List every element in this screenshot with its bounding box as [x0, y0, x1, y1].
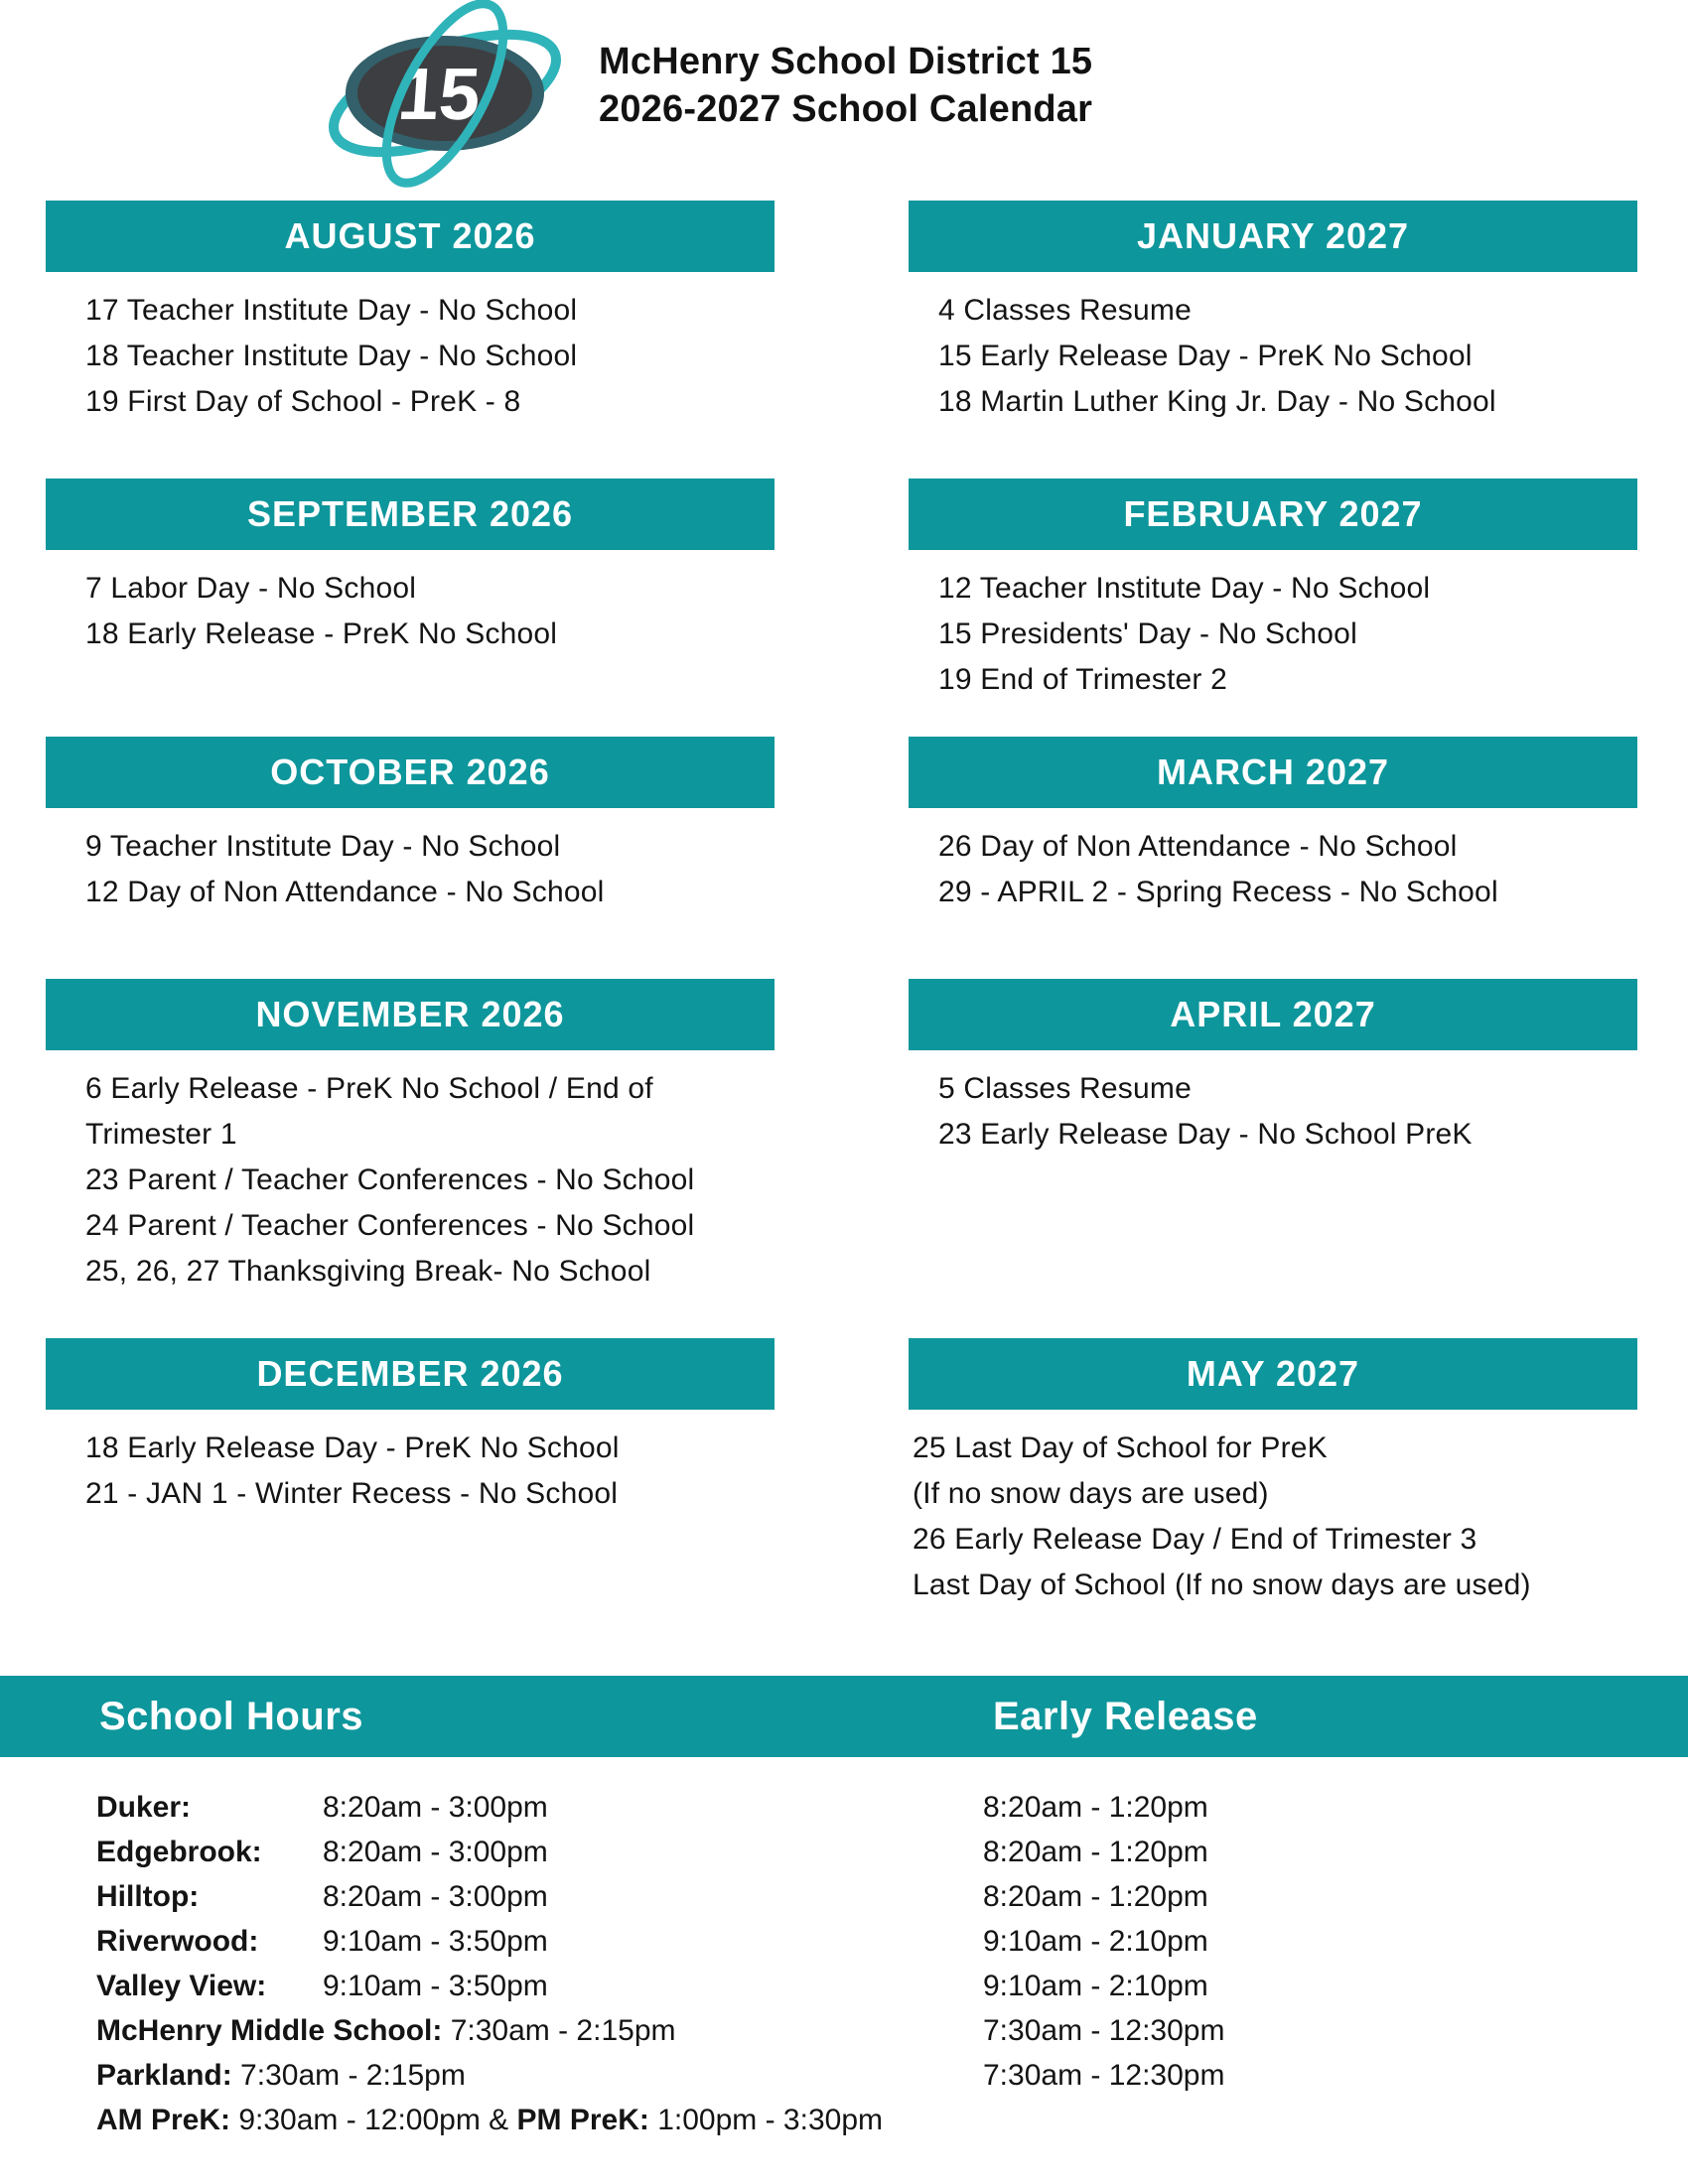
month-events [46, 550, 780, 657]
month-section-october-2026 [46, 737, 774, 915]
month-name: FEBRUARY 2027 [1123, 493, 1423, 534]
school-name: Hilltop: [96, 1879, 200, 1913]
calendar-event: 21 - JAN 1 - Winter Recess - No School [85, 1477, 619, 1510]
school-and-hours [0, 2014, 983, 2048]
month-banner [46, 1338, 774, 1410]
month-section-november-2026 [46, 979, 774, 1295]
month-name: MARCH 2027 [1156, 751, 1390, 792]
month-events [46, 808, 780, 915]
calendar-event: (If no snow days are used) [913, 1477, 1269, 1510]
school-name: PM PreK: [516, 2103, 649, 2136]
month-events [909, 1050, 1633, 1158]
header-title [599, 38, 1092, 133]
calendar-event: 18 Martin Luther King Jr. Day - No School [938, 385, 1496, 418]
month-section-may-2027 [909, 1338, 1637, 1608]
calendar-event: 23 Early Release Day - No School PreK [938, 1118, 1473, 1151]
calendar-event: 9 Teacher Institute Day - No School [85, 830, 561, 863]
calendar-event: 6 Early Release - PreK No School / End of Trimester 1 [85, 1072, 653, 1151]
month-banner [46, 478, 774, 550]
month-banner [909, 979, 1637, 1050]
school-hours-row [0, 1919, 1688, 1964]
calendar-event: 23 Parent / Teacher Conferences - No School [85, 1163, 695, 1196]
school-name: Parkland: [96, 2058, 232, 2092]
school-name: AM PreK: [96, 2103, 231, 2136]
month-section-february-2027 [909, 478, 1637, 703]
school-hours-row [0, 1964, 1688, 2008]
calendar-event: 12 Day of Non Attendance - No School [85, 876, 605, 908]
school-hours-row [0, 1785, 1688, 1830]
month-banner [909, 1338, 1637, 1410]
school-hours-row [0, 1830, 1688, 1874]
hours-band [0, 1676, 1688, 1757]
month-events [909, 1410, 1608, 1608]
school-and-hours [0, 2059, 983, 2093]
calendar-event: 5 Classes Resume [938, 1072, 1192, 1105]
calendar-event: 12 Teacher Institute Day - No School [938, 572, 1431, 605]
calendar-event: 18 Teacher Institute Day - No School [85, 340, 578, 372]
school-and-hours [0, 2104, 983, 2137]
school-name: Riverwood: [96, 1924, 259, 1958]
month-events [46, 272, 780, 425]
school-hours-row [0, 1874, 1688, 1919]
month-events [909, 550, 1633, 703]
district-15-logo-graphic [326, 12, 564, 171]
calendar-event: 18 Early Release Day - PreK No School [85, 1432, 620, 1464]
regular-hours: 1:00pm - 3:30pm [648, 2103, 883, 2136]
month-events [909, 808, 1633, 915]
early-release-hours: 9:10am - 2:10pm [983, 1924, 1208, 1958]
school-and-hours [0, 1836, 983, 1869]
calendar-event: 4 Classes Resume [938, 294, 1192, 327]
month-banner [909, 478, 1637, 550]
calendar-event: 15 Presidents' Day - No School [938, 617, 1357, 650]
month-section-april-2027 [909, 979, 1637, 1158]
school-name: McHenry Middle School: [96, 2013, 443, 2047]
early-release-hours: 7:30am - 12:30pm [983, 2058, 1225, 2092]
school-hours-heading: School Hours [99, 1694, 364, 1738]
month-name: AUGUST 2026 [284, 215, 536, 256]
calendar-event: 7 Labor Day - No School [85, 572, 417, 605]
month-name: OCTOBER 2026 [270, 751, 550, 792]
month-banner [46, 737, 774, 808]
month-name: JANUARY 2027 [1136, 215, 1410, 256]
district-name: McHenry School District 15 [599, 41, 1093, 82]
calendar-event: 19 End of Trimester 2 [938, 663, 1228, 696]
early-release-hours: 7:30am - 12:30pm [983, 2013, 1225, 2047]
early-release-hours: 9:10am - 2:10pm [983, 1969, 1208, 2002]
early-release-hours: 8:20am - 1:20pm [983, 1835, 1208, 1868]
school-name: Edgebrook: [96, 1835, 262, 1868]
calendar-event: 25, 26, 27 Thanksgiving Break- No School [85, 1255, 651, 1288]
school-name: Valley View: [96, 1969, 267, 2002]
month-events [46, 1410, 780, 1517]
school-and-hours [0, 1925, 983, 1959]
school-hours-row [0, 2008, 1688, 2053]
school-and-hours [0, 1791, 983, 1825]
month-name: SEPTEMBER 2026 [246, 493, 574, 534]
regular-hours: 8:20am - 3:00pm [323, 1879, 548, 1913]
month-banner [909, 201, 1637, 272]
calendar-event: Last Day of School (If no snow days are used) [913, 1569, 1531, 1601]
early-release-heading: Early Release [993, 1694, 1258, 1738]
month-name: MAY 2027 [1186, 1353, 1360, 1394]
month-banner [46, 979, 774, 1050]
regular-hours: 9:10am - 3:50pm [323, 1969, 548, 2002]
calendar-event: 25 Last Day of School for PreK [913, 1432, 1328, 1464]
ampersand: & [480, 2103, 517, 2136]
month-events [909, 272, 1633, 425]
calendar-event: 29 - APRIL 2 - Spring Recess - No School [938, 876, 1498, 908]
early-release-hours: 8:20am - 1:20pm [983, 1790, 1208, 1824]
month-name: APRIL 2027 [1170, 994, 1376, 1034]
logo-number: 15 [395, 53, 484, 135]
calendar-year-title: 2026-2027 School Calendar [599, 88, 1093, 130]
month-name: NOVEMBER 2026 [255, 994, 565, 1034]
district-15-logo [326, 12, 564, 171]
calendar-event: 24 Parent / Teacher Conferences - No School [85, 1209, 695, 1242]
month-banner [46, 201, 774, 272]
month-section-september-2026 [46, 478, 774, 657]
school-and-hours [0, 1880, 983, 1914]
regular-hours: 8:20am - 3:00pm [323, 1835, 548, 1868]
month-section-march-2027 [909, 737, 1637, 915]
month-events [46, 1050, 780, 1295]
early-release-hours: 8:20am - 1:20pm [983, 1879, 1208, 1913]
month-section-august-2026 [46, 201, 774, 425]
regular-hours: 7:30am - 2:15pm [442, 2013, 676, 2047]
month-section-january-2027 [909, 201, 1637, 425]
calendar-event: 15 Early Release Day - PreK No School [938, 340, 1473, 372]
regular-hours: 9:10am - 3:50pm [323, 1924, 548, 1958]
month-banner [909, 737, 1637, 808]
calendar-event: 18 Early Release - PreK No School [85, 617, 558, 650]
regular-hours: 9:30am - 12:00pm [230, 2103, 481, 2136]
calendar-event: 26 Day of Non Attendance - No School [938, 830, 1458, 863]
calendar-event: 17 Teacher Institute Day - No School [85, 294, 578, 327]
school-hours-row [0, 2098, 1688, 2142]
school-hours-row [0, 2053, 1688, 2098]
month-name: DECEMBER 2026 [256, 1353, 564, 1394]
month-section-december-2026 [46, 1338, 774, 1517]
school-and-hours [0, 1970, 983, 2003]
calendar-event: 26 Early Release Day / End of Trimester 3 [913, 1523, 1477, 1556]
school-name: Duker: [96, 1790, 192, 1824]
school-hours-list [0, 1785, 1688, 2142]
regular-hours: 7:30am - 2:15pm [231, 2058, 466, 2092]
regular-hours: 8:20am - 3:00pm [323, 1790, 548, 1824]
calendar-event: 19 First Day of School - PreK - 8 [85, 385, 521, 418]
